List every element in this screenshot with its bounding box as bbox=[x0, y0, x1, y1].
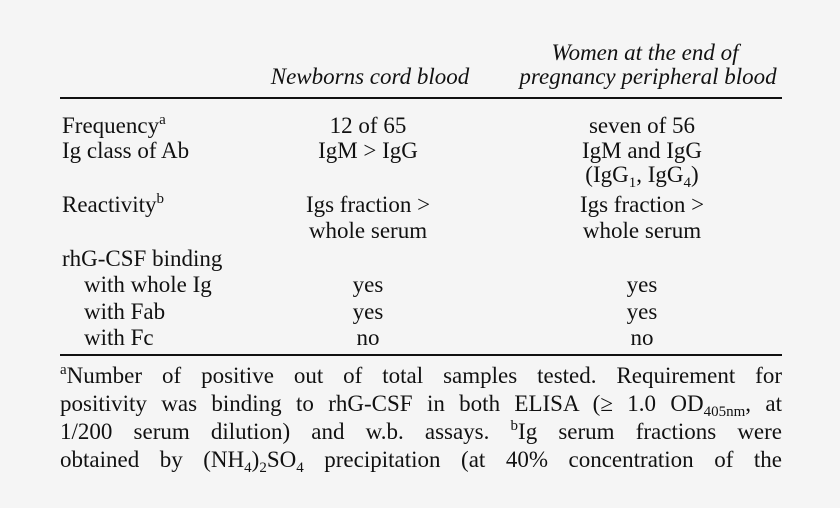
row-label-fab: with Fab bbox=[84, 299, 166, 324]
row-label-reactivity: Reactivity$^b$ bbox=[62, 191, 165, 217]
footnote-line-1: $^a$Number of positive out of total samples tested. Requirement for bbox=[60, 362, 782, 388]
cell-fc-newborns: no bbox=[356, 325, 380, 350]
cell-ig-class-newborns: IgM > IgG bbox=[318, 138, 418, 163]
cell-ig-class-women-line2: (IgG$_1$, IgG$_4$) bbox=[585, 162, 699, 191]
footnote-mark-b: b bbox=[156, 191, 165, 207]
cell-frequency-women: seven of 56 bbox=[588, 113, 696, 138]
footnote-line-2: positivity was binding to rhG-CSF in both ELISA (≥ 1.0 $OD_{405nm}$, at bbox=[60, 391, 782, 420]
row-label-whole-ig: with whole Ig bbox=[84, 272, 212, 297]
footnote bbox=[60, 362, 782, 474]
footnote-mark-a: a bbox=[159, 112, 166, 128]
row-label-ig-class: Ig class of Ab bbox=[62, 138, 190, 163]
row-label-frequency: Frequency$^a$ bbox=[62, 112, 166, 138]
header-women-line1: Women at the end of bbox=[551, 40, 739, 65]
cell-reactivity-women-line2: whole serum bbox=[582, 218, 702, 243]
cell-whole-ig-newborns: yes bbox=[352, 272, 384, 297]
header-rule bbox=[60, 97, 782, 99]
cell-reactivity-newborns-line1: Igs fraction > bbox=[305, 192, 431, 217]
header-newborns: Newborns cord blood bbox=[270, 64, 470, 89]
row-label-binding: rhG-CSF binding bbox=[62, 246, 223, 271]
footnote-line-3: 1/200 serum dilution) and w.b. assays. $^b$Ig serum fractions were bbox=[60, 418, 782, 444]
cell-fc-women: no bbox=[630, 325, 654, 350]
cell-fab-newborns: yes bbox=[352, 299, 384, 324]
cell-frequency-newborns: 12 of 65 bbox=[329, 113, 407, 138]
bottom-rule bbox=[60, 354, 782, 356]
cell-reactivity-newborns-line2: whole serum bbox=[308, 218, 428, 243]
footnote-line-4: obtained by $(NH_4)_2SO_4$ precipitation (at 40% concentration of the bbox=[60, 447, 783, 476]
row-label-fc: with Fc bbox=[84, 325, 154, 350]
cell-ig-class-women-line1: IgM and IgG bbox=[581, 138, 703, 163]
cell-whole-ig-women: yes bbox=[626, 272, 658, 297]
cell-reactivity-women-line1: Igs fraction > bbox=[579, 192, 705, 217]
cell-fab-women: yes bbox=[626, 299, 658, 324]
header-women-line2: pregnancy peripheral blood bbox=[519, 64, 777, 89]
